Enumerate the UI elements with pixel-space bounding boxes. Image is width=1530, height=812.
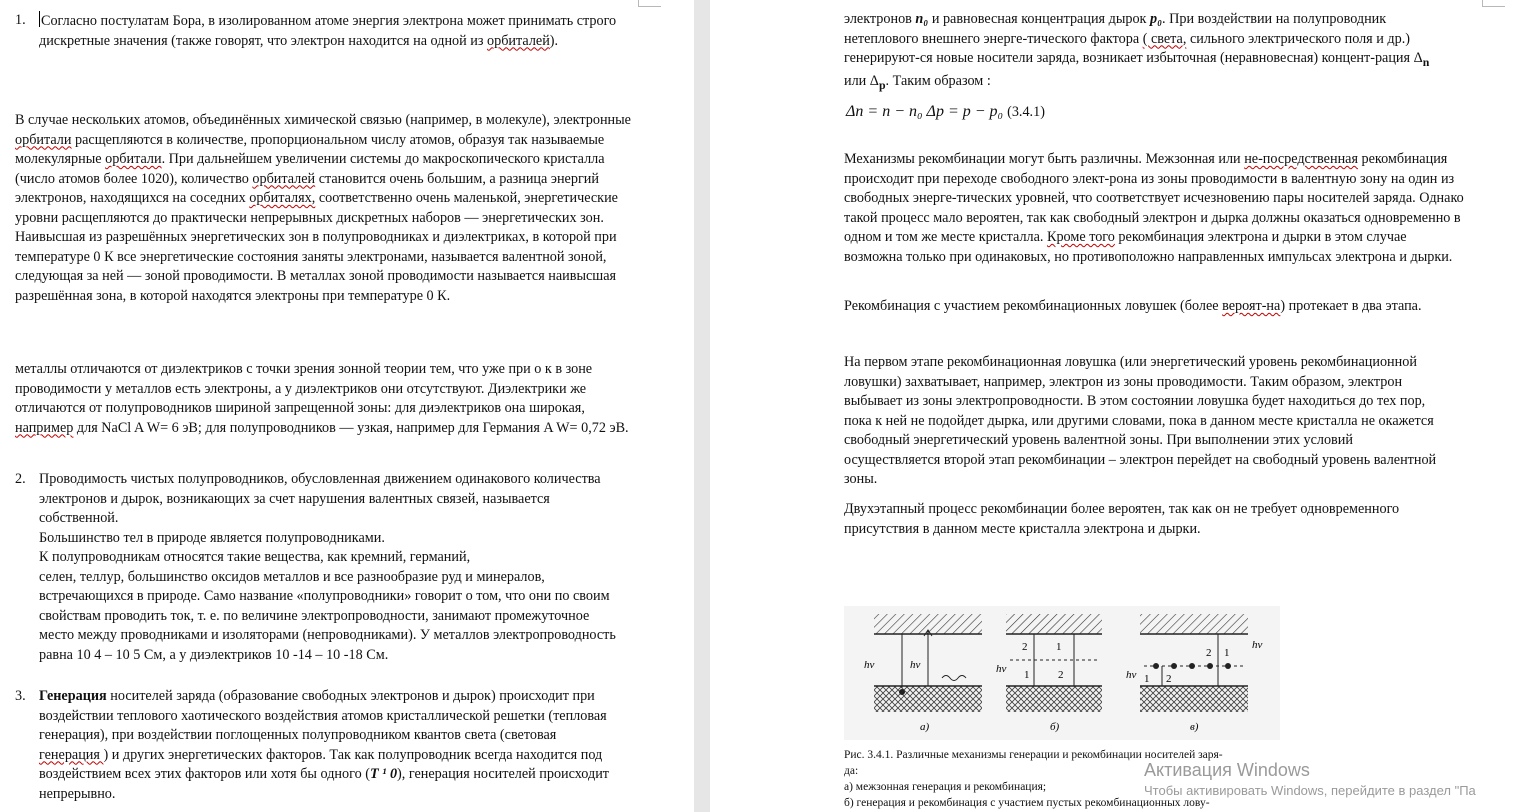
list-item-2-line: Большинство тел в природе является полупроводниками. [39, 529, 385, 546]
formula-3-4-1[interactable]: Δn = n − n₀ Δp = p − p₀ (3.4.1) [846, 103, 1045, 120]
photon-wave [942, 676, 966, 681]
photon-label: hν [910, 659, 921, 671]
text-cursor [39, 11, 40, 27]
panel-label: б) [1050, 721, 1060, 733]
caption-line: Рис. 3.4.1. Различные механизмы генерации и рекомбинации носителей заря- [844, 749, 1223, 761]
list-number: 2. [15, 471, 26, 487]
list-item-2-line: Проводимость чистых полупроводников, обусловленная движением одинакового количества электронов и дырок, возникающих за счет нарушения валентных связей, называется собственной. [39, 471, 601, 526]
watermark-subtitle: Чтобы активировать Windows, перейдите в раздел "Па [1144, 783, 1476, 798]
caption-line: да: [844, 765, 859, 777]
paragraph-excess-carriers[interactable]: электронов n₀ и равновесная концентрация дырок p₀. При воздействии на полупроводник нетеплового внешнего энерге-тического фактора ( света, сильного электрического поля и др.) генерируют-ся новые носители заряда, возникает избыточная (неравновесная) концент-рация $\Delta_n$ или $\Delta_p$. Таким образом : [844, 11, 1430, 93]
list-item-2-line: селен, теллур, большинство оксидов металлов и все разнообразие руд и минералов, встречающихся в природе. Само название «полупроводники» говорит о том, что они по своим свойствам проводить ток, т. е. по величине электропроводности, занимают промежуточное место между проводниками и изоляторами (непроводниками). У металлов электропроводность равна 10 4 – 10 5 См, а у диэлектриков 10 -14 – 10 -18 См. [39, 568, 616, 663]
valence-band [874, 686, 982, 712]
panel-label: а) [920, 721, 930, 733]
step-label: 2 [1022, 641, 1028, 653]
photon-label: hν [996, 663, 1007, 675]
band-diagram-figure[interactable] [844, 606, 1280, 740]
list-number: 1. [15, 12, 26, 28]
list-item-1[interactable]: Согласно постулатам Бора, в изолированном атоме энергия электрона может принимать строго дискретные значения (также говорят, что электрон находится на одной из орбиталей). [39, 13, 617, 49]
equation-number: (3.4.1) [1007, 104, 1045, 120]
list-item-2[interactable] [39, 470, 624, 665]
photon-label: hν [1126, 669, 1137, 681]
step-label: 1 [1144, 673, 1150, 685]
band-diagram [844, 606, 1280, 740]
paragraph-recombination[interactable]: Механизмы рекомбинации могут быть различны. Межзонная или не-посредственная рекомбинация происходит при переходе свободного элект-рона из зоны проводимости в валентную зону на один из свободных энерге-тических уровней, что соответствует исчезновению пары носителей заряда. Однако такой процесс мало вероятен, так как свободный электрон и дырка должны оказаться одновременно в одном и том же месте кристалла. Кроме того рекомбинация электрона и дырки в этом случае возможна только при одинаковых, но противоположно направленных импульсах электрона и дырки. [844, 151, 1464, 265]
photon-label: hν [864, 659, 875, 671]
watermark-title: Активация Windows [1144, 760, 1310, 780]
paragraph-two-stage[interactable]: Двухэтапный процесс рекомбинации более вероятен, так как он не требует одновременного присутствия в данном месте кристалла электрона и дырки. [844, 501, 1400, 537]
paragraph-first-stage[interactable]: На первом этапе рекомбинационная ловушка (или энергетический уровень рекомбинационной ловушки) захватывает, например, электрон из зоны проводимости. Таким образом, электрон выбывает из зоны электропроводности. В этом состоянии ловушка будет находиться до тех пор, пока к ней не подойдет дырка, или другими словами, пока в данном месте кристалла не окажется свободный энергетический уровень валентной зоны. При выполнении этих условий осуществляется второй этап рекомбинации – электрон перейдет на свободный уровень валентной зоны. [844, 354, 1437, 487]
panel-label: в) [1190, 721, 1199, 733]
caption-line: б) генерация и рекомбинация с участием пустых рекомбинационных лову- [844, 797, 1210, 809]
document-page-right[interactable] [710, 0, 1530, 812]
step-label: 1 [1224, 647, 1230, 659]
page-corner-mark [638, 0, 661, 7]
photon-label: hν [1252, 639, 1263, 651]
windows-activation-watermark [1144, 760, 1476, 798]
step-label: 2 [1166, 673, 1172, 685]
list-number: 3. [15, 688, 26, 704]
paragraph-traps[interactable]: Рекомбинация с участием рекомбинационных ловушек (более вероят-на) протекает в два этапа. [844, 298, 1422, 314]
electron-dot [899, 689, 905, 695]
list-item-3[interactable]: Генерация носителей заряда (образование свободных электронов и дырок) происходит при воздействии теплового хаотического воздействия атомов кристаллической решетки (тепловая генерация), при воздействии поглощенных полупроводником квантов света (световая генерация ) и других энергетических факторов. Так как полупроводник всегда находится под воздействием всех этих факторов или хотя бы одного (T ¹ 0), генерация носителей происходит непрерывно. [39, 688, 610, 802]
step-label: 2 [1206, 647, 1212, 659]
caption-line: а) межзонная генерация и рекомбинация; [844, 781, 1047, 793]
paragraph-orbitals[interactable]: В случае нескольких атомов, объединённых химической связью (например, в молекуле), электронные орбитали расщепляются в количестве, пропорциональном числу атомов, образуя так называемые молекулярные орбитали. При дальнейшем увеличении системы до макроскопического кристалла (число атомов более 1020), количество орбиталей становится очень большим, а разница энергий электронов, находящихся на соседних орбиталях, соответственно очень маленькой, энергетические уровни расщепляются до практически непрерывных дискретных наборов — энергетических зон. Наивысшая из разрешённых энергетических зон в полупроводниках и диэлектриках, в которой при температуре 0 К все энергетические состояния заняты электронами, называется валентной зоной, следующая за ней — зоной проводимости. В металлах зоной проводимости называется наивысшая разрешённая зона, в которой находятся электроны при температуре 0 К. [15, 112, 631, 304]
document-page-left[interactable] [0, 0, 694, 812]
step-label: 2 [1058, 669, 1064, 681]
list-item-2-line: К полупроводникам относятся такие вещества, как кремний, германий, [39, 549, 471, 565]
step-label: 1 [1024, 669, 1030, 681]
paragraph-metals[interactable]: металлы отличаются от диэлектриков с точки зрения зонной теории тем, что уже при о к в зоне проводимости у металлов есть электроны, а у диэлектриков они отсутствуют. Диэлектрики же отличаются от полупроводников шириной запрещенной зоны: для диэлектриков она широкая, например для NaCl A W= 6 эВ; для полупроводников — узкая, например для Германия A W= 0,72 эВ. [15, 361, 629, 436]
step-label: 1 [1056, 641, 1062, 653]
page-corner-mark [1482, 0, 1505, 7]
